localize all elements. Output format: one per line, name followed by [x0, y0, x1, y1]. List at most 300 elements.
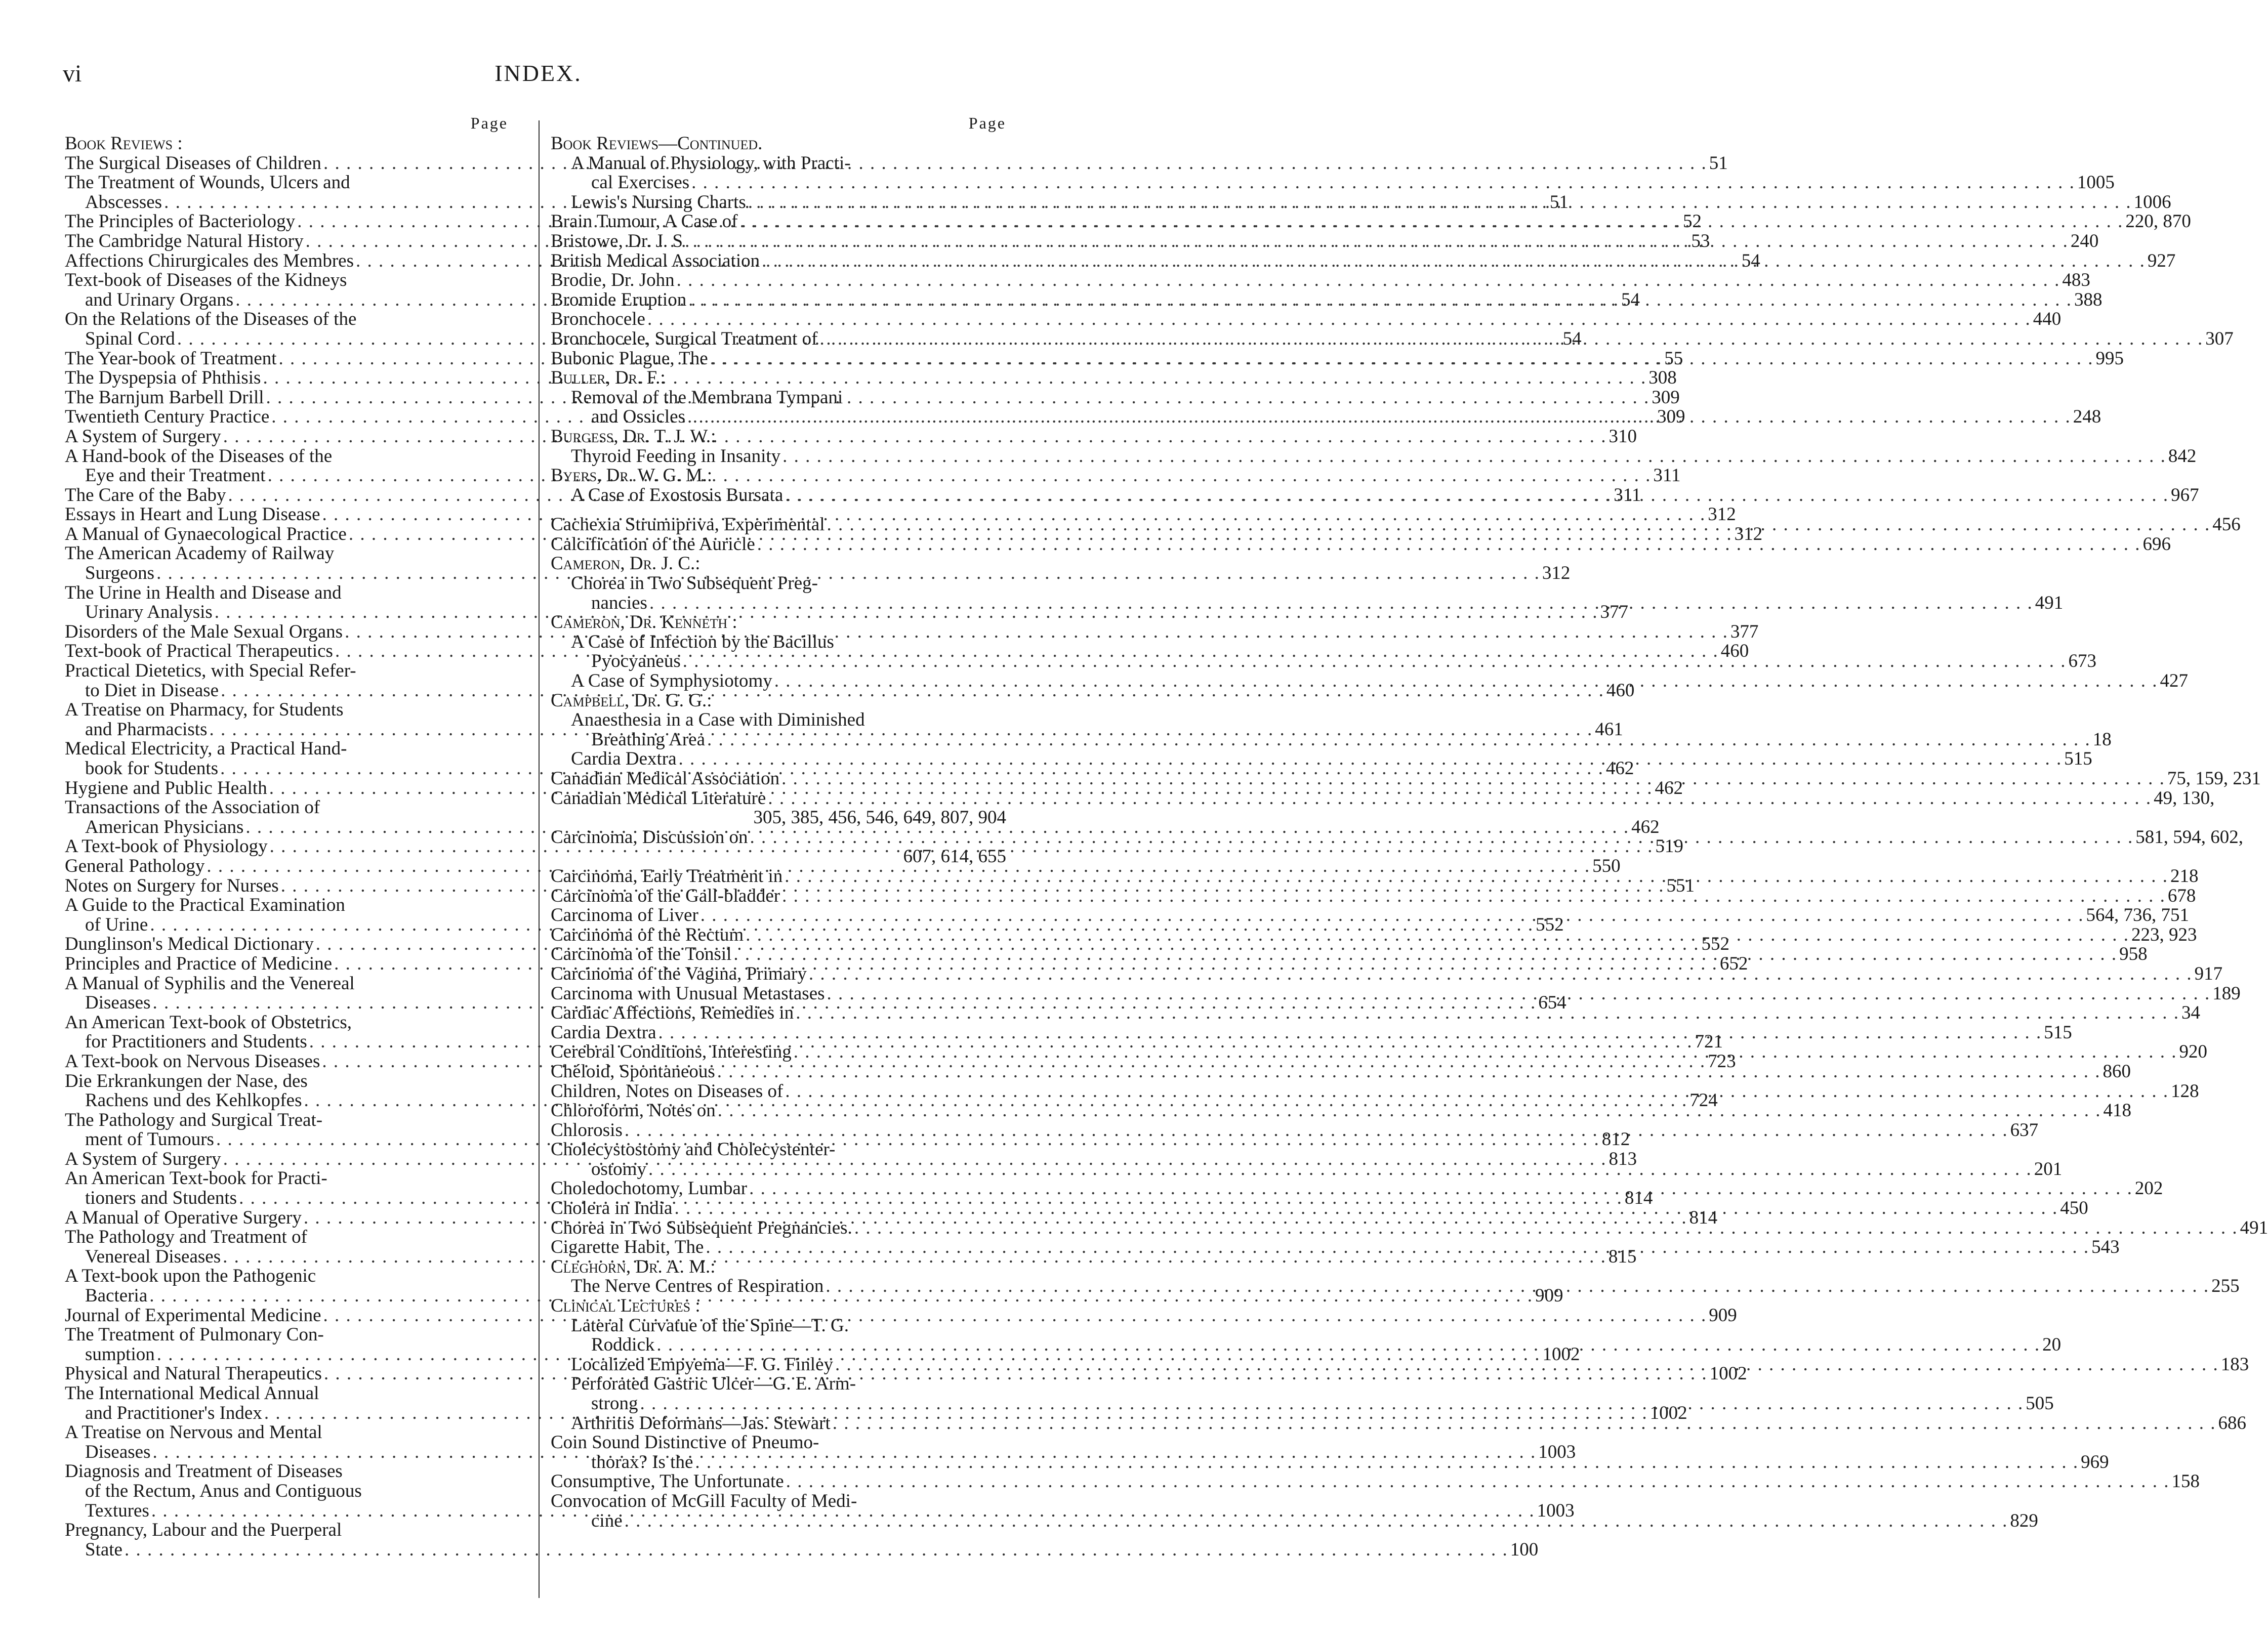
entry-page-ref: 34 — [2181, 1002, 2200, 1024]
entry-text: A Guide to the Practical Examination — [65, 895, 345, 916]
entry-text: Canadian Medical Literature — [551, 787, 766, 809]
index-entry — [65, 1267, 505, 1286]
entry-text: Burgess, Dr. T. J. W.: — [551, 426, 716, 447]
entry-text: The Nerve Centres of Respiration — [571, 1276, 824, 1297]
entry-text: Diseases — [85, 1441, 151, 1462]
dot-leader — [768, 789, 2152, 809]
entry-page-ref: 388 — [2074, 289, 2102, 310]
index-entry — [65, 661, 505, 681]
entry-text: Bromide Eruption — [551, 289, 687, 310]
entry-page-ref: 307 — [2205, 328, 2234, 349]
dot-leader — [658, 1023, 2042, 1043]
entry-page-ref: 53 — [1691, 230, 1710, 251]
entry-text: Journal of Experimental Medicine — [65, 1305, 321, 1326]
entry-page-ref: 418 — [2103, 1100, 2132, 1121]
entry-page-ref: 581, 594, 602, — [2135, 826, 2243, 848]
index-entry — [65, 1521, 505, 1540]
column-heading-left: Page — [470, 114, 508, 132]
entry-page-ref: 920 — [2179, 1041, 2208, 1063]
dot-leader — [674, 1199, 2058, 1218]
entry-text: cal Exercises — [591, 172, 690, 193]
index-entry — [65, 134, 505, 154]
dot-leader — [700, 906, 2084, 925]
entry-text: for Practitioners and Students — [85, 1031, 307, 1053]
dot-leader — [687, 407, 2071, 427]
entry-text: Carcinoma, Early Treatment in — [551, 865, 783, 887]
index-entry — [65, 1482, 505, 1501]
column-divider — [539, 120, 540, 1598]
entry-page-ref: 440 — [2033, 309, 2061, 330]
entry-text: Carcinoma of the Rectum — [551, 924, 744, 945]
dot-leader — [809, 964, 2193, 984]
entry-page-ref: 183 — [2220, 1354, 2249, 1375]
index-entry — [551, 1374, 1006, 1394]
index-entry — [551, 1316, 1006, 1336]
entry-page-ref: 724 — [1689, 1090, 1718, 1111]
entry-page-ref: 54 — [1741, 250, 1760, 271]
entry-text: 607, 614, 655 — [903, 846, 1006, 867]
dot-leader — [679, 749, 2063, 769]
entry-text: Notes on Surgery for Nurses — [65, 875, 279, 896]
entry-text: An American Text-book of Obstetrics, — [65, 1012, 352, 1033]
entry-page-ref: 55 — [1664, 348, 1683, 369]
dot-leader — [746, 925, 2129, 945]
entry-page-ref: 673 — [2068, 651, 2096, 672]
entry-page-ref: 483 — [2062, 270, 2090, 291]
entry-text: Byers, Dr. W. G. M.: — [551, 465, 713, 486]
dot-leader — [781, 769, 2165, 789]
entry-page-ref: 20 — [2042, 1334, 2061, 1356]
running-head: INDEX. — [494, 60, 582, 86]
entry-text: The Pathology and Treatment of — [65, 1227, 307, 1248]
entry-text: British Medical Association — [551, 250, 760, 271]
entry-text: ment of Tumours — [85, 1129, 214, 1150]
entry-page-ref: 450 — [2060, 1198, 2088, 1219]
entry-text: Medical Electricity, a Practical Hand- — [65, 738, 347, 760]
dot-leader — [685, 232, 2069, 251]
entry-text: American Physicians — [85, 816, 244, 837]
index-entry — [551, 808, 1006, 828]
entry-text: to Diet in Disease — [85, 680, 219, 701]
index-entry — [65, 271, 505, 290]
entry-text: Carcinoma with Unusual Metastases — [551, 983, 825, 1004]
entry-text: and Pharmacists — [85, 719, 208, 740]
entry-text: A Hand-book of the Diseases of the — [65, 445, 333, 467]
entry-text: Essays in Heart and Lung Disease — [65, 504, 320, 525]
entry-page-ref: 220, 870 — [2125, 211, 2191, 232]
entry-text: Disorders of the Male Sexual Organs — [65, 621, 343, 642]
entry-page-ref: 308 — [1648, 367, 1677, 389]
entry-text: Cerebral Conditions, Interesting — [551, 1041, 792, 1063]
index-entry — [551, 427, 1006, 447]
dot-leader — [827, 984, 2211, 1004]
index-entry — [551, 633, 1006, 652]
entry-page-ref: 969 — [2081, 1451, 2109, 1472]
entry-page-ref: 52 — [1682, 211, 1702, 232]
entry-page-ref: 814 — [1624, 1188, 1653, 1209]
entry-text: 305, 385, 456, 546, 649, 807, 904 — [753, 807, 1006, 828]
entry-text: A Treatise on Pharmacy, for Students — [65, 699, 344, 721]
entry-page-ref: 515 — [2044, 1022, 2072, 1043]
entry-text: Campbell, Dr. G. G.: — [551, 690, 712, 711]
entry-text: A Manual of Gynaecological Practice — [65, 523, 347, 544]
dot-leader — [748, 193, 2132, 213]
entry-page-ref: 1003 — [1538, 1441, 1576, 1462]
entry-page-ref: 551 — [1666, 875, 1695, 896]
entry-text: Cardia Dextra — [551, 1022, 656, 1043]
dot-leader — [323, 1306, 1707, 1326]
entry-page-ref: 460 — [1606, 680, 1635, 701]
entry-page-ref: 812 — [1601, 1129, 1630, 1150]
entry-page-ref: 829 — [2010, 1510, 2038, 1531]
entry-page-ref: 312 — [1708, 504, 1736, 525]
entry-text: Carcinoma, Discussion on — [551, 826, 748, 848]
entry-text: Children, Notes on Diseases of — [551, 1080, 784, 1102]
entry-text: Physical and Natural Therapeutics — [65, 1363, 322, 1384]
dot-leader — [688, 290, 2072, 310]
entry-text: Lateral Curvatue of the Spine—T. G. — [571, 1315, 849, 1336]
entry-page-ref: 18 — [2092, 729, 2112, 750]
entry-text: Spinal Cord — [85, 328, 175, 349]
entry-text: Buller, Dr. F.: — [551, 367, 666, 389]
index-entry — [65, 1325, 505, 1345]
entry-page-ref: 515 — [2064, 748, 2092, 770]
entry-text: Anaesthesia in a Case with Diminished — [571, 709, 865, 731]
entry-text: The Treatment of Wounds, Ulcers and — [65, 172, 350, 193]
index-entry — [551, 710, 1006, 730]
entry-text: An American Text-book for Practi- — [65, 1168, 327, 1189]
dot-leader — [640, 1394, 2024, 1414]
entry-page-ref: 860 — [2102, 1061, 2131, 1082]
dot-leader — [718, 1101, 2101, 1121]
entry-text: A Text-book of Physiology — [65, 836, 268, 857]
index-entry — [65, 1384, 505, 1404]
entry-text: The Urine in Health and Disease and — [65, 582, 342, 603]
entry-text: The International Medical Annual — [65, 1383, 319, 1404]
entry-text: A Manual of Syphilis and the Venereal — [65, 973, 355, 994]
entry-page-ref: 240 — [2070, 230, 2099, 251]
index-entry — [65, 798, 505, 818]
index-entry — [65, 1111, 505, 1130]
index-entry — [65, 173, 505, 193]
entry-page-ref: 927 — [2147, 250, 2176, 271]
index-entry — [551, 1257, 1006, 1277]
entry-page-ref: 967 — [2171, 484, 2199, 506]
dot-leader — [707, 730, 2091, 750]
entry-text: Thyroid Feeding in Insanity — [571, 445, 781, 467]
entry-text: strong — [591, 1393, 638, 1414]
entry-text: Surgeons — [85, 563, 155, 584]
entry-page-ref: 309 — [1652, 387, 1680, 408]
entry-text: Localized Empyema—F. G. Finley — [571, 1354, 833, 1375]
entry-text: The Cambridge Natural History — [65, 230, 304, 251]
entry-page-ref: 552 — [1701, 934, 1729, 955]
entry-text: Rachens und des Kehlkopfes — [85, 1090, 302, 1111]
entry-page-ref: 75, 159, 231 — [2167, 768, 2261, 789]
entry-text: A Treatise on Nervous and Mental — [65, 1422, 322, 1443]
dot-leader — [717, 1062, 2101, 1082]
entry-page-ref: 377 — [1730, 621, 1759, 642]
entry-text: Canadian Medical Association — [551, 768, 780, 789]
entry-text: Cardiac Affections, Remedies in — [551, 1002, 794, 1024]
dot-leader — [648, 1160, 2032, 1180]
dot-leader — [683, 652, 2067, 671]
dot-leader — [649, 594, 2033, 613]
entry-page-ref: 1005 — [2077, 172, 2115, 193]
entry-page-ref: 189 — [2212, 983, 2241, 1004]
entry-gap — [551, 505, 1006, 515]
entry-text: Twentieth Century Practice — [65, 406, 270, 428]
entry-page-ref: 377 — [1600, 602, 1629, 623]
entry-text: Text-book of Practical Therapeutics — [65, 641, 333, 662]
entry-page-ref: 552 — [1536, 914, 1564, 935]
entry-page-ref: 51 — [1549, 191, 1569, 213]
dot-leader — [323, 154, 1707, 174]
index-entry — [65, 896, 505, 915]
entry-page-ref: 312 — [1734, 523, 1763, 544]
index-entry — [551, 554, 1006, 574]
entry-text: Coin Sound Distinctive of Pneumo- — [551, 1432, 819, 1453]
index-entry — [551, 134, 1006, 154]
entry-page-ref: 637 — [2010, 1119, 2039, 1141]
entry-text: Pyocyaneus — [591, 651, 681, 672]
dot-leader — [656, 1335, 2040, 1355]
entry-text: and Urinary Organs — [85, 289, 234, 310]
entry-text: On the Relations of the Diseases of the — [65, 309, 357, 330]
index-entry — [551, 368, 1006, 388]
entry-text: Chorea in Two Subsequent Preg- — [571, 573, 818, 594]
index-entry — [65, 1072, 505, 1091]
entry-text: sumption — [85, 1343, 155, 1365]
entry-page-ref: 201 — [2034, 1158, 2063, 1180]
dot-leader — [677, 271, 2060, 290]
entry-text: book for Students — [85, 758, 219, 779]
dot-leader — [710, 349, 2094, 369]
entry-page-ref: 696 — [2142, 533, 2171, 555]
entry-text: Cigarette Habit, The — [551, 1237, 704, 1258]
entry-page-ref: 1006 — [2133, 191, 2171, 213]
entry-text: Affections Chirurgicales des Membres — [65, 250, 354, 271]
dot-leader — [750, 828, 2133, 848]
entry-page-ref: 721 — [1695, 1031, 1723, 1053]
entry-text: Cameron, Dr. J. C.: — [551, 553, 700, 574]
entry-text: Abscesses — [85, 191, 162, 213]
entry-page-ref: 723 — [1708, 1050, 1736, 1072]
entry-text: Eye and their Treatment — [85, 465, 266, 486]
entry-text: Urinary Analysis — [85, 602, 213, 623]
entry-text: Breathing Area — [591, 729, 705, 750]
entry-text: Cachexia Strumipriva, Experimental — [551, 514, 825, 535]
entry-page-ref: 815 — [1608, 1246, 1637, 1267]
dot-leader — [749, 1179, 2133, 1199]
entry-text: Bubonic Plague, The — [551, 348, 708, 369]
index-entry — [65, 974, 505, 994]
index-entry — [65, 544, 505, 564]
entry-text: Carcinoma of the Vagina, Primary — [551, 963, 807, 984]
dot-leader — [625, 1511, 2008, 1531]
index-entry — [65, 700, 505, 720]
index-entry — [65, 1462, 505, 1482]
entry-text: Cholera in India — [551, 1198, 673, 1219]
entry-text: Bronchocele — [551, 309, 645, 330]
entry-page-ref: 909 — [1535, 1285, 1563, 1307]
entry-page-ref: 1003 — [1537, 1500, 1575, 1521]
entry-text: and Practitioner's Index — [85, 1402, 262, 1423]
dot-leader — [826, 1277, 2209, 1296]
index-entry — [551, 388, 1006, 408]
dot-leader — [794, 1042, 2177, 1062]
dot-leader — [785, 486, 2169, 506]
index-entry — [65, 1169, 505, 1189]
entry-page-ref: 462 — [1631, 816, 1660, 837]
index-entry — [65, 1539, 1539, 1560]
entry-text: A Text-book on Nervous Diseases — [65, 1050, 320, 1072]
entry-page-ref: 813 — [1609, 1148, 1637, 1169]
entry-text: Practical Dietetics, with Special Refer- — [65, 660, 356, 682]
entry-text: Consumptive, The Unfortunate — [551, 1471, 784, 1492]
entry-text: Arthritis Deformans—Jas. Stewart — [571, 1412, 831, 1434]
index-entry — [551, 270, 2090, 291]
entry-text: Diagnosis and Treatment of Diseases — [65, 1461, 343, 1482]
entry-page-ref: 842 — [2168, 445, 2197, 467]
dot-leader — [785, 1082, 2169, 1102]
entry-text: A System of Surgery — [65, 426, 221, 447]
index-entry — [551, 1296, 1006, 1316]
entry-page-ref: 158 — [2171, 1471, 2200, 1492]
entry-page-ref: 100 — [1510, 1539, 1539, 1560]
entry-text: A Case of Symphysiotomy — [571, 670, 772, 692]
entry-text: Choledochotomy, Lumbar — [551, 1178, 748, 1199]
dot-leader — [691, 173, 2075, 193]
dot-leader — [782, 447, 2166, 467]
dot-leader — [827, 515, 2210, 535]
entry-text: of Urine — [85, 914, 148, 935]
entry-text: Lewis's Nursing Charts — [571, 191, 746, 213]
entry-text: Book Reviews : — [65, 133, 183, 154]
entry-page-ref: 909 — [1709, 1305, 1737, 1326]
entry-page-ref: 460 — [1720, 641, 1749, 662]
entry-page-ref: 1002 — [1542, 1343, 1580, 1365]
entry-text: Brodie, Dr. John — [551, 270, 675, 291]
dot-leader — [740, 212, 2124, 232]
entry-text: The Barnjum Barbell Drill — [65, 387, 264, 408]
entry-text: ostomy — [591, 1158, 646, 1180]
entry-text: The Dyspepsia of Phthisis — [65, 367, 261, 389]
entry-text: General Pathology — [65, 855, 205, 876]
entry-text: Brain Tumour, A Case of — [551, 211, 738, 232]
entry-text: cine — [591, 1510, 623, 1531]
entry-page-ref: 686 — [2218, 1412, 2247, 1434]
column-heading-right: Page — [968, 114, 1006, 132]
index-entry — [551, 1492, 1006, 1511]
dot-leader — [782, 887, 2166, 906]
entry-text: The Year-book of Treatment — [65, 348, 277, 369]
entry-page-ref: 550 — [1592, 855, 1621, 876]
dot-leader — [820, 329, 2204, 349]
entry-page-ref: 218 — [2170, 865, 2199, 887]
index-entry — [551, 445, 2197, 467]
dot-leader — [625, 1121, 2008, 1141]
index-entry — [551, 691, 1006, 711]
entry-text: Bronchocele, Surgical Treatment of — [551, 328, 818, 349]
entry-text: Pregnancy, Labour and the Puerperal — [65, 1520, 342, 1541]
entry-page-ref: 54 — [1562, 328, 1582, 349]
entry-page-ref: 814 — [1689, 1207, 1718, 1228]
index-entry — [65, 1013, 505, 1033]
index-entry — [551, 154, 1006, 174]
dot-leader — [835, 1355, 2219, 1375]
entry-page-ref: 461 — [1595, 719, 1623, 740]
index-entry — [551, 172, 2115, 193]
entry-text: Perforated Gastric Ulcer—G. E. Arm- — [571, 1373, 856, 1395]
entry-text: A Text-book upon the Pathogenic — [65, 1266, 316, 1287]
entry-text: The Pathology and Surgical Treat- — [65, 1109, 323, 1130]
entry-page-ref: 128 — [2171, 1080, 2199, 1102]
entry-page-ref: 202 — [2134, 1178, 2163, 1199]
entry-text: Transactions of the Association of — [65, 797, 320, 818]
entry-text: Text-book of Diseases of the Kidneys — [65, 270, 347, 291]
dot-leader — [695, 1453, 2079, 1472]
entry-text: and Ossicles — [591, 406, 685, 428]
entry-page-ref: 223, 923 — [2131, 924, 2197, 945]
entry-text: Diseases — [85, 992, 151, 1014]
index-entry — [551, 613, 1006, 633]
entry-page-ref: 311 — [1614, 484, 1641, 506]
entry-text: Venereal Diseases — [85, 1246, 221, 1267]
entry-text: A Manual of Physiology, with Practi- — [571, 152, 851, 174]
entry-text: Cleghorn, Dr. A. M.: — [551, 1256, 716, 1277]
dot-leader — [757, 535, 2141, 555]
entry-page-ref: 652 — [1719, 953, 1748, 974]
entry-text: Bristowe, Dr. J. S — [551, 230, 683, 251]
entry-page-ref: 462 — [1605, 758, 1634, 779]
dot-leader — [774, 671, 2158, 691]
entry-page-ref: 49, 130, — [2154, 787, 2215, 809]
index-entry — [551, 1140, 1006, 1160]
dot-leader — [854, 1218, 2238, 1238]
entry-text: Die Erkrankungen der Nase, des — [65, 1070, 308, 1091]
entry-page-ref: 312 — [1542, 563, 1571, 584]
entry-text: Convocation of McGill Faculty of Medi- — [551, 1490, 857, 1511]
entry-text: Chloroform, Notes on — [551, 1100, 716, 1121]
entry-page-ref: 958 — [2119, 944, 2148, 965]
entry-text: Carcinoma of Liver — [551, 905, 698, 926]
index-entry — [65, 1228, 505, 1247]
dot-leader — [125, 1540, 1508, 1560]
page-number: vi — [63, 60, 82, 87]
dot-leader — [706, 1238, 2089, 1257]
entry-text: The Treatment of Pulmonary Con- — [65, 1324, 324, 1345]
entry-page-ref: 462 — [1655, 777, 1683, 798]
entry-text: The Care of the Baby — [65, 484, 226, 506]
entry-text: Cardia Dextra — [571, 748, 677, 770]
entry-text: Bacteria — [85, 1285, 148, 1307]
entry-page-ref: 917 — [2194, 963, 2223, 984]
entry-text: thorax? Is the — [591, 1451, 693, 1472]
entry-text: nancies — [591, 592, 647, 613]
entry-page-ref: 491 — [2035, 592, 2064, 613]
entry-text: Textures — [85, 1500, 149, 1521]
entry-page-ref: 543 — [2091, 1237, 2120, 1258]
index-entry — [551, 574, 1006, 594]
index-entry — [551, 847, 1006, 867]
entry-page-ref: 248 — [2073, 406, 2101, 428]
entry-text: Cameron, Dr. Kenneth : — [551, 612, 737, 633]
entry-text: The Surgical Diseases of Children — [65, 152, 321, 174]
entry-page-ref: 456 — [2212, 514, 2241, 535]
entry-page-ref: 654 — [1538, 992, 1566, 1014]
index-entry — [551, 1471, 2200, 1492]
